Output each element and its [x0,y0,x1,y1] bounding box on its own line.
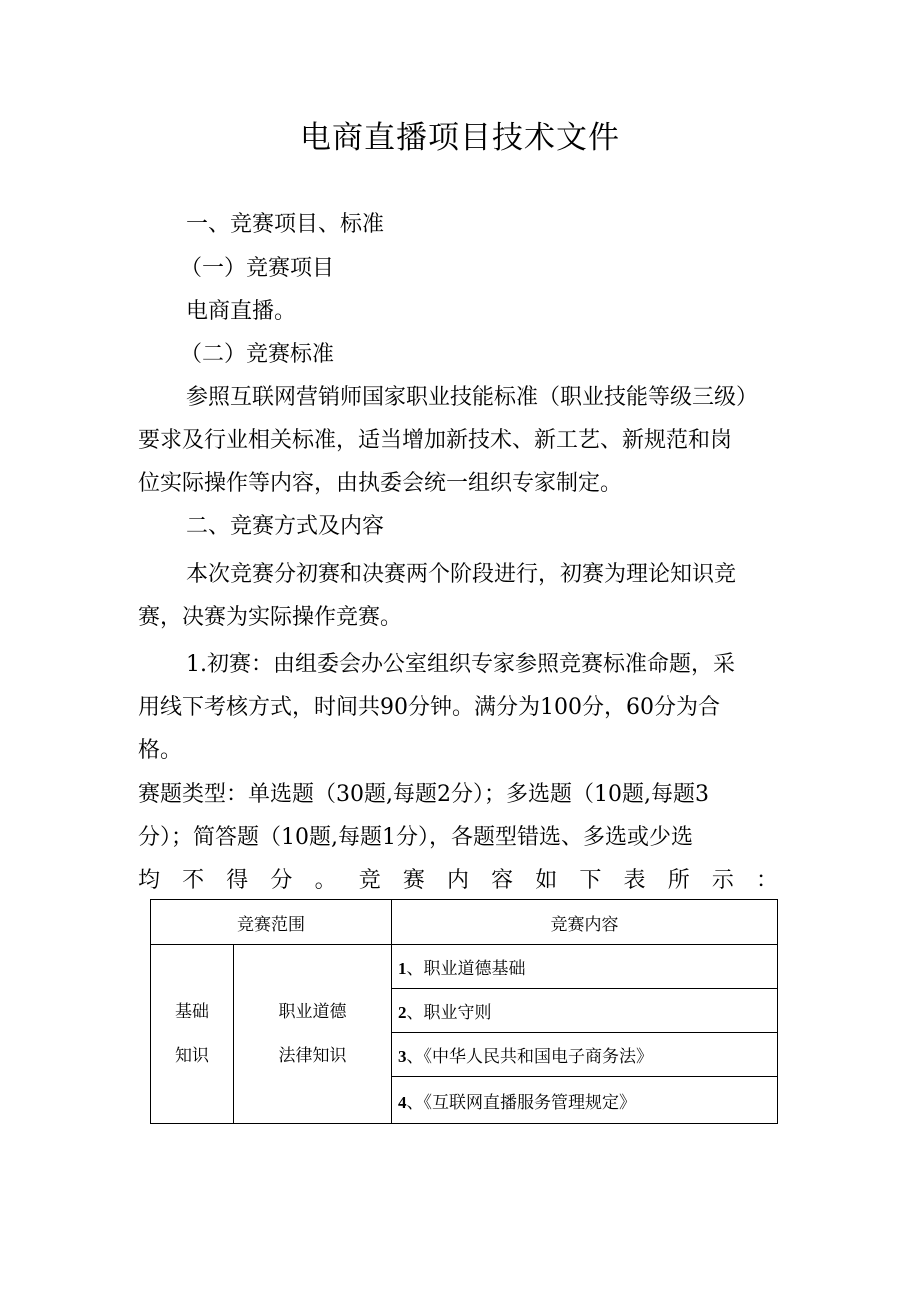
section2-heading: 二、竞赛方式及内容 [186,514,385,539]
item-text: 、职业道德基础 [406,959,526,979]
prelim-line-1: 1.初赛：由组委会办公室组织专家参照竞赛标准命题，采 [186,652,735,677]
item-number: 1 [398,959,407,978]
table-row [151,945,778,989]
content-item-3 [392,1033,778,1077]
types-char: ： [755,868,778,893]
types-char: 下 [579,868,602,893]
document-title: 电商直播项目技术文件 [300,120,620,156]
types-char: 竞 [358,868,381,893]
standard-line-2: 要求及行业相关标准，适当增加新技术、新工艺、新规范和岗 [138,428,733,453]
item-number: 4 [398,1092,407,1112]
table-header-row [151,900,778,945]
content-item-1 [392,945,778,989]
category-cell [151,945,234,1124]
types-char: 得 [226,868,249,893]
sub1-text: 电商直播。 [186,299,297,324]
types-char: 容 [491,868,514,893]
types-line-1: 赛题类型：单选题（30题,每题2分）；多选题（10题,每题3 [138,782,709,807]
method-line-2: 赛，决赛为实际操作竞赛。 [138,605,403,630]
sub2-heading: （二）竞赛标准 [180,342,335,367]
content-item-4 [392,1077,778,1124]
topic-cell [234,945,392,1124]
topic-line-1: 职业道德 [278,1002,347,1022]
types-line-3 [138,866,778,896]
header-content: 竞赛内容 [392,900,778,945]
header-scope: 竞赛范围 [151,900,392,945]
types-char: 赛 [402,868,425,893]
prelim-line-2: 用线下考核方式，时间共90分钟。满分为100分，60分为合 [138,695,720,720]
sub1-heading: （一）竞赛项目 [180,256,335,281]
types-char: 内 [446,868,469,893]
types-char: 不 [182,868,205,893]
types-char: 分 [270,868,293,893]
standard-line-1: 参照互联网营销师国家职业技能标准（职业技能等级三级） [186,385,759,410]
types-char: 表 [623,868,646,893]
item-text: 、《中华人民共和国电子商务法》 [406,1047,653,1067]
prelim-line-3: 格。 [138,738,183,763]
content-table [150,899,778,1124]
method-line-1: 本次竞赛分初赛和决赛两个阶段进行，初赛为理论知识竞 [186,562,737,587]
types-line-2: 分）；简答题（10题,每题1分），各题型错选、多选或少选 [138,825,693,850]
standard-line-3: 位实际操作等内容，由执委会统一组织专家制定。 [138,471,623,496]
category-line-2: 知识 [175,1046,209,1066]
item-text: 、职业守则 [406,1003,492,1023]
content-item-2 [392,989,778,1033]
item-text: 、《互联网直播服务管理规定》 [406,1092,636,1113]
types-char: 如 [535,868,558,893]
item-number: 2 [398,1003,407,1022]
item-number: 3 [398,1047,407,1066]
types-char: 示 [711,868,734,893]
types-char: 。 [314,868,337,893]
topic-line-2: 法律知识 [278,1046,347,1066]
section1-heading: 一、竞赛项目、标准 [186,212,385,237]
types-char: 均 [138,868,161,893]
types-char: 所 [667,868,690,893]
category-line-1: 基础 [175,1002,209,1022]
